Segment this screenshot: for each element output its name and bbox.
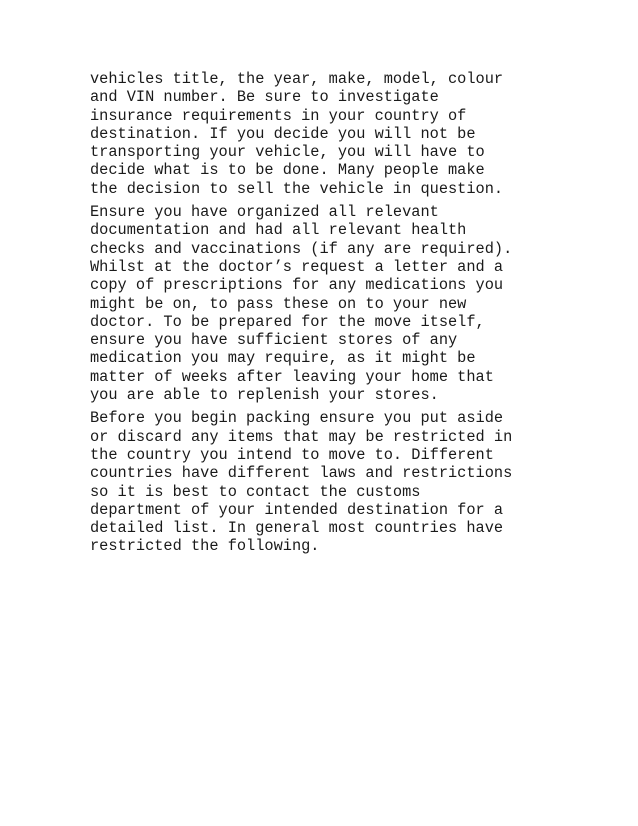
text-line: insurance requirements in your country of (90, 106, 467, 125)
text-line: detailed list. In general most countries have (90, 519, 504, 538)
text-line: and VIN number. Be sure to investigate (90, 88, 439, 107)
text-line: doctor. To be prepared for the move itself, (90, 312, 485, 331)
text-line: vehicles title, the year, make, model, colour (90, 70, 504, 88)
text-line: documentation and had all relevant health (90, 221, 467, 240)
text-line: Before you begin packing ensure you put aside (90, 409, 504, 428)
text-line: Whilst at the doctor’s request a letter and a (90, 257, 504, 276)
text-line: ensure you have sufficient stores of any (90, 331, 458, 350)
text-line: might be on, to pass these on to your new (90, 294, 467, 313)
text-line: countries have different laws and restrictions (90, 464, 513, 483)
text-line: the decision to sell the vehicle in question. (90, 179, 504, 198)
text-line: decide what is to be done. Many people make (90, 161, 485, 180)
text-line: Ensure you have organized all relevant (90, 203, 439, 222)
document-body (90, 70, 560, 556)
text-line: the country you intend to move to. Different (90, 445, 494, 464)
text-line: or discard any items that may be restricted in (90, 427, 513, 446)
text-line: medication you may require, as it might be (90, 349, 476, 368)
paragraph-documentation (90, 203, 560, 404)
text-line: copy of prescriptions for any medications you (90, 276, 504, 295)
text-line: restricted the following. (90, 537, 320, 556)
text-line: so it is best to contact the customs (90, 482, 421, 501)
text-line: destination. If you decide you will not be (90, 124, 476, 143)
text-line: department of your intended destination for a (90, 500, 504, 519)
text-line: matter of weeks after leaving your home that (90, 367, 494, 386)
text-line: you are able to replenish your stores. (90, 386, 439, 405)
paragraph-restrictions (90, 409, 560, 555)
text-line: checks and vaccinations (if any are required). (90, 239, 513, 258)
text-line: transporting your vehicle, you will have to (90, 143, 485, 162)
paragraph-vehicle (90, 70, 560, 198)
